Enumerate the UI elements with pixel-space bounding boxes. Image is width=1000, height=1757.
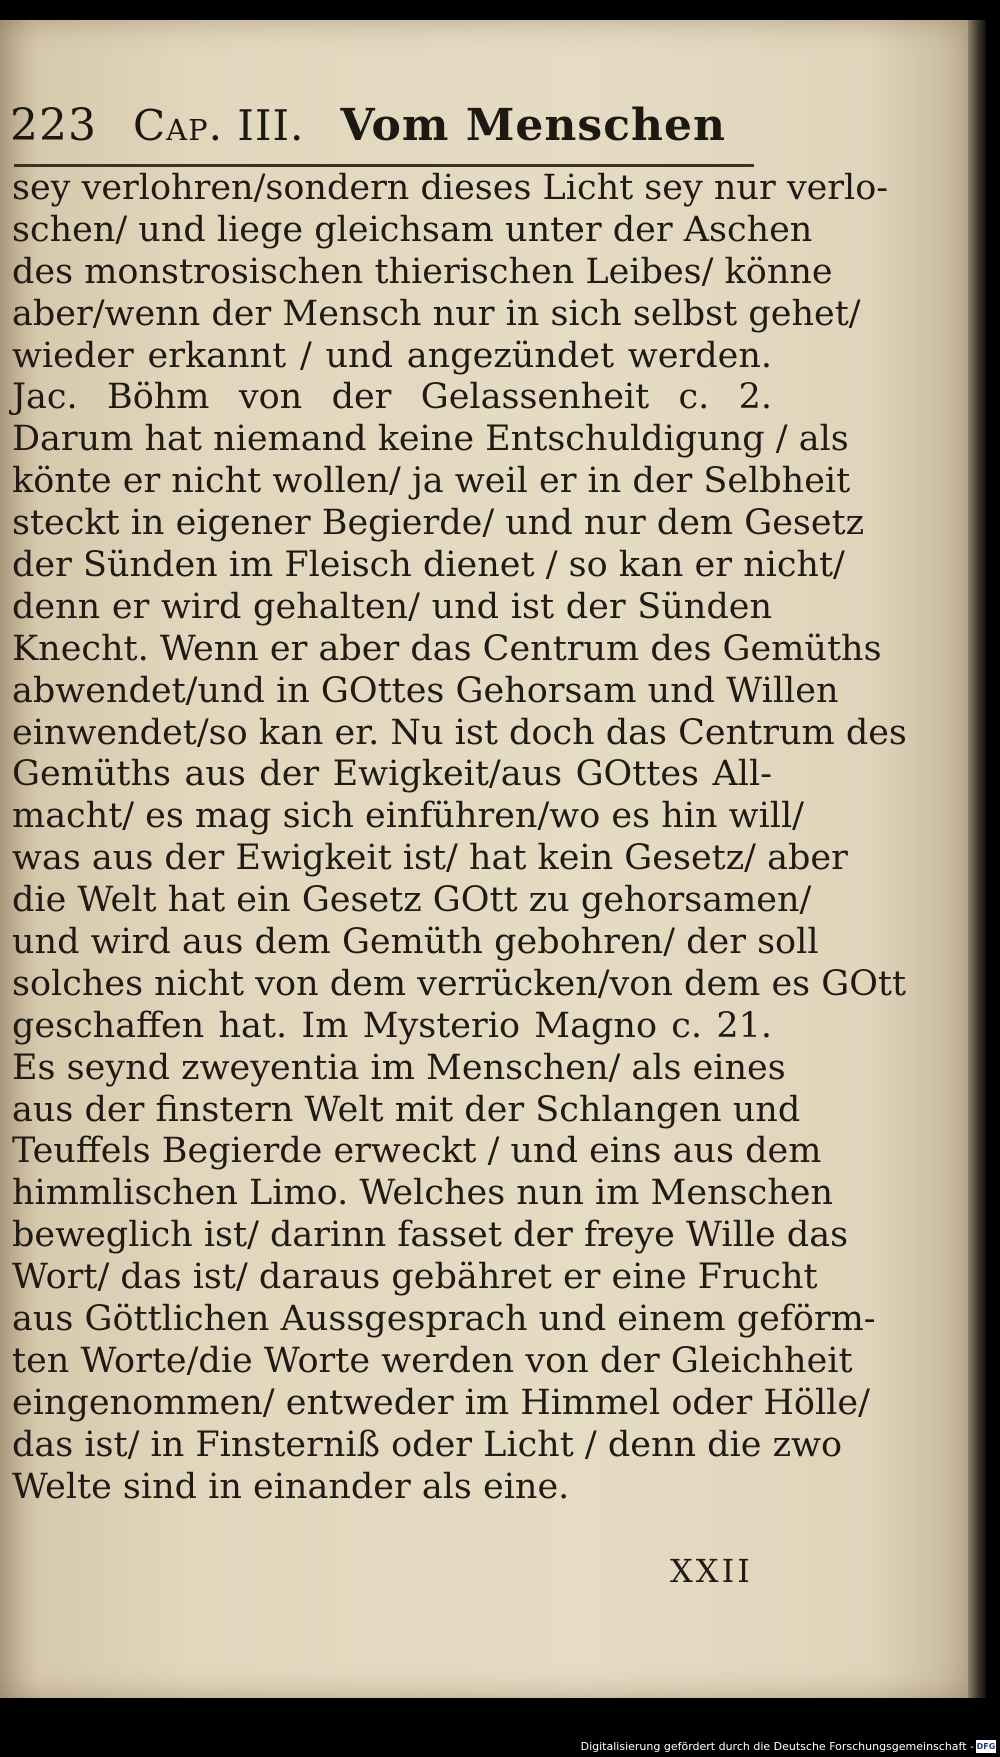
- text-line: beweglich ist/ darinn fasset der freye Wille das: [12, 1215, 849, 1256]
- text-line: die Welt hat ein Gesetz GOtt zu gehorsamen/: [12, 880, 812, 921]
- text-line: das ist/ in Finsterniß oder Licht / denn die zwo: [12, 1424, 843, 1465]
- text-line: ten Worte/die Worte werden von der Gleichheit: [12, 1340, 853, 1381]
- header-rule: [14, 164, 754, 167]
- text-line: solches nicht von dem verrücken/von dem es GOtt: [12, 963, 907, 1004]
- text-line: aus Göttlichen Aussgesprach und einem geförm-: [12, 1299, 876, 1340]
- text-line: macht/ es mag sich einführen/wo es hin will/: [12, 796, 804, 837]
- funding-credit: Digitalisierung gefördert durch die Deutsche Forschungsgemeinschaft -: [580, 1740, 974, 1753]
- signature-mark: XXII: [670, 1552, 753, 1590]
- text-line: himmlischen Limo. Welches nun im Menschen: [12, 1173, 833, 1214]
- page-edge: [968, 20, 986, 1698]
- text-line: einwendet/so kan er. Nu ist doch das Centrum des: [12, 712, 907, 753]
- dfg-logo: DFG: [976, 1742, 996, 1751]
- text-line: schen/ und liege gleichsam unter der Aschen: [12, 209, 813, 250]
- text-line: denn er wird gehalten/ und ist der Sünden: [12, 586, 772, 627]
- text-line: aus der finstern Welt mit der Schlangen und: [12, 1089, 801, 1130]
- text-line: Knecht. Wenn er aber das Centrum des Gemüths: [12, 628, 882, 669]
- text-line: wieder erkannt / und angezündet werden.: [12, 335, 772, 376]
- page-number: 223: [10, 100, 97, 151]
- text-line: könte er nicht wollen/ ja weil er in der Selbheit: [12, 461, 851, 502]
- text-line: sey verlohren/sondern dieses Licht sey nur verlo-: [12, 168, 889, 208]
- text-line: steckt in eigener Begierde/ und nur dem Gesetz: [12, 503, 865, 544]
- text-line: was aus der Ewigkeit ist/ hat kein Gesetz/ aber: [12, 838, 848, 879]
- running-title: Vom Menschen: [340, 100, 726, 151]
- text-line: aber/wenn der Mensch nur in sich selbst gehet/: [12, 293, 861, 334]
- text-line: und wird aus dem Gemüth gebohren/ der soll: [12, 922, 819, 963]
- text-line: Darum hat niemand keine Entschuldigung / als: [12, 419, 849, 460]
- text-line: Jac. Böhm von der Gelassenheit c. 2.: [12, 377, 772, 418]
- text-line: Gemüths aus der Ewigkeit/aus GOttes All-: [12, 754, 772, 795]
- text-line: Es seynd zweyentia im Menschen/ als eines: [12, 1047, 786, 1088]
- text-line: des monstrosischen thierischen Leibes/ könne: [12, 251, 833, 292]
- text-line: der Sünden im Fleisch dienet / so kan er nicht/: [12, 545, 845, 586]
- body-text: [12, 168, 907, 1509]
- text-line: geschaffen hat. Im Mysterio Magno c. 21.: [12, 1005, 772, 1046]
- text-line: eingenommen/ entweder im Himmel oder Hölle/: [12, 1382, 870, 1423]
- text-line: abwendet/und in GOttes Gehorsam und Willen: [12, 670, 839, 711]
- text-line: Teuffels Begierde erweckt / und eins aus dem: [12, 1131, 822, 1172]
- text-line: Wort/ das ist/ daraus gebähret er eine Frucht: [12, 1257, 818, 1298]
- chapter-label: Cap. III.: [132, 101, 305, 150]
- running-header: [10, 100, 760, 162]
- text-line: Welte sind in einander als eine.: [12, 1466, 570, 1507]
